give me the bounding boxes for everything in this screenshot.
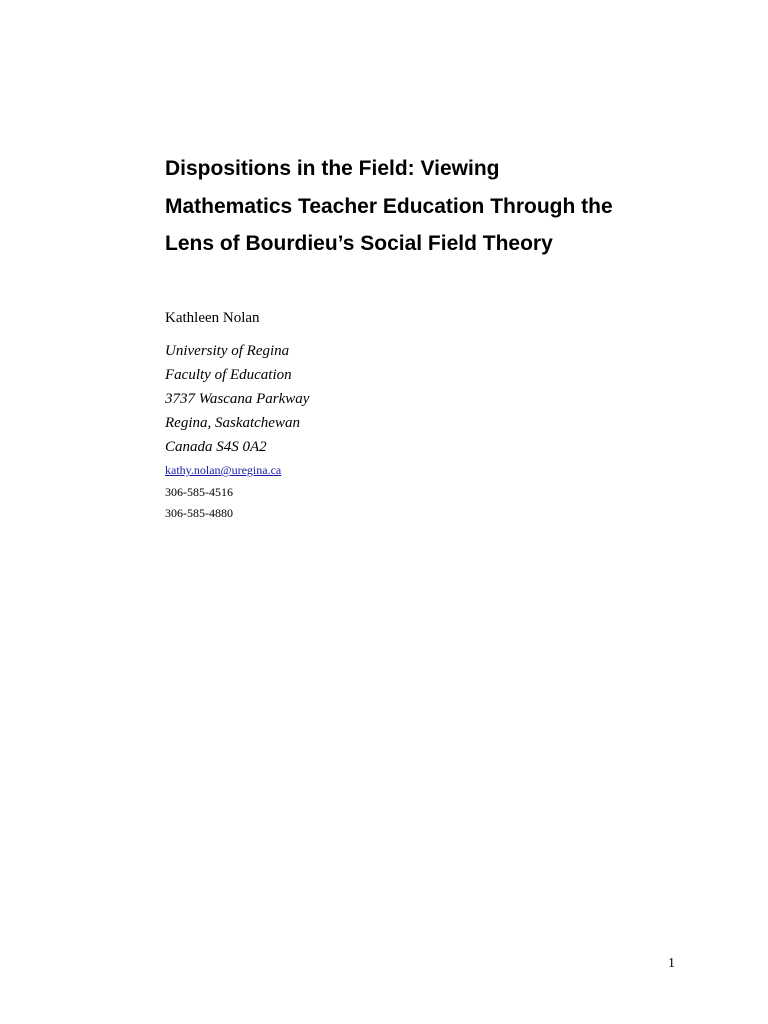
- author-name: Kathleen Nolan: [165, 310, 260, 326]
- title-line-1: Dispositions in the Field: Viewing: [165, 157, 500, 180]
- fax-number: 306-585-4880: [165, 506, 233, 520]
- affiliation-university: University of Regina: [165, 343, 290, 359]
- phone-number: 306-585-4516: [165, 484, 233, 499]
- affiliation-faculty: Faculty of Education: [165, 367, 292, 383]
- email-line: [165, 460, 281, 482]
- email-link[interactable]: kathy.nolan@uregina.ca: [165, 463, 282, 477]
- author-affiliation: [165, 339, 309, 459]
- affiliation-country-postal: Canada S4S 0A2: [165, 439, 267, 455]
- page-number: 1: [668, 956, 675, 971]
- title-line-3: Lens of Bourdieu’s Social Field Theory: [165, 232, 553, 255]
- paper-title: [165, 150, 725, 263]
- affiliation-city: Regina, Saskatchewan: [165, 415, 300, 431]
- title-line-2: Mathematics Teacher Education Through the: [165, 194, 613, 218]
- affiliation-street: 3737 Wascana Parkway: [165, 391, 310, 407]
- contact-info: [165, 460, 281, 525]
